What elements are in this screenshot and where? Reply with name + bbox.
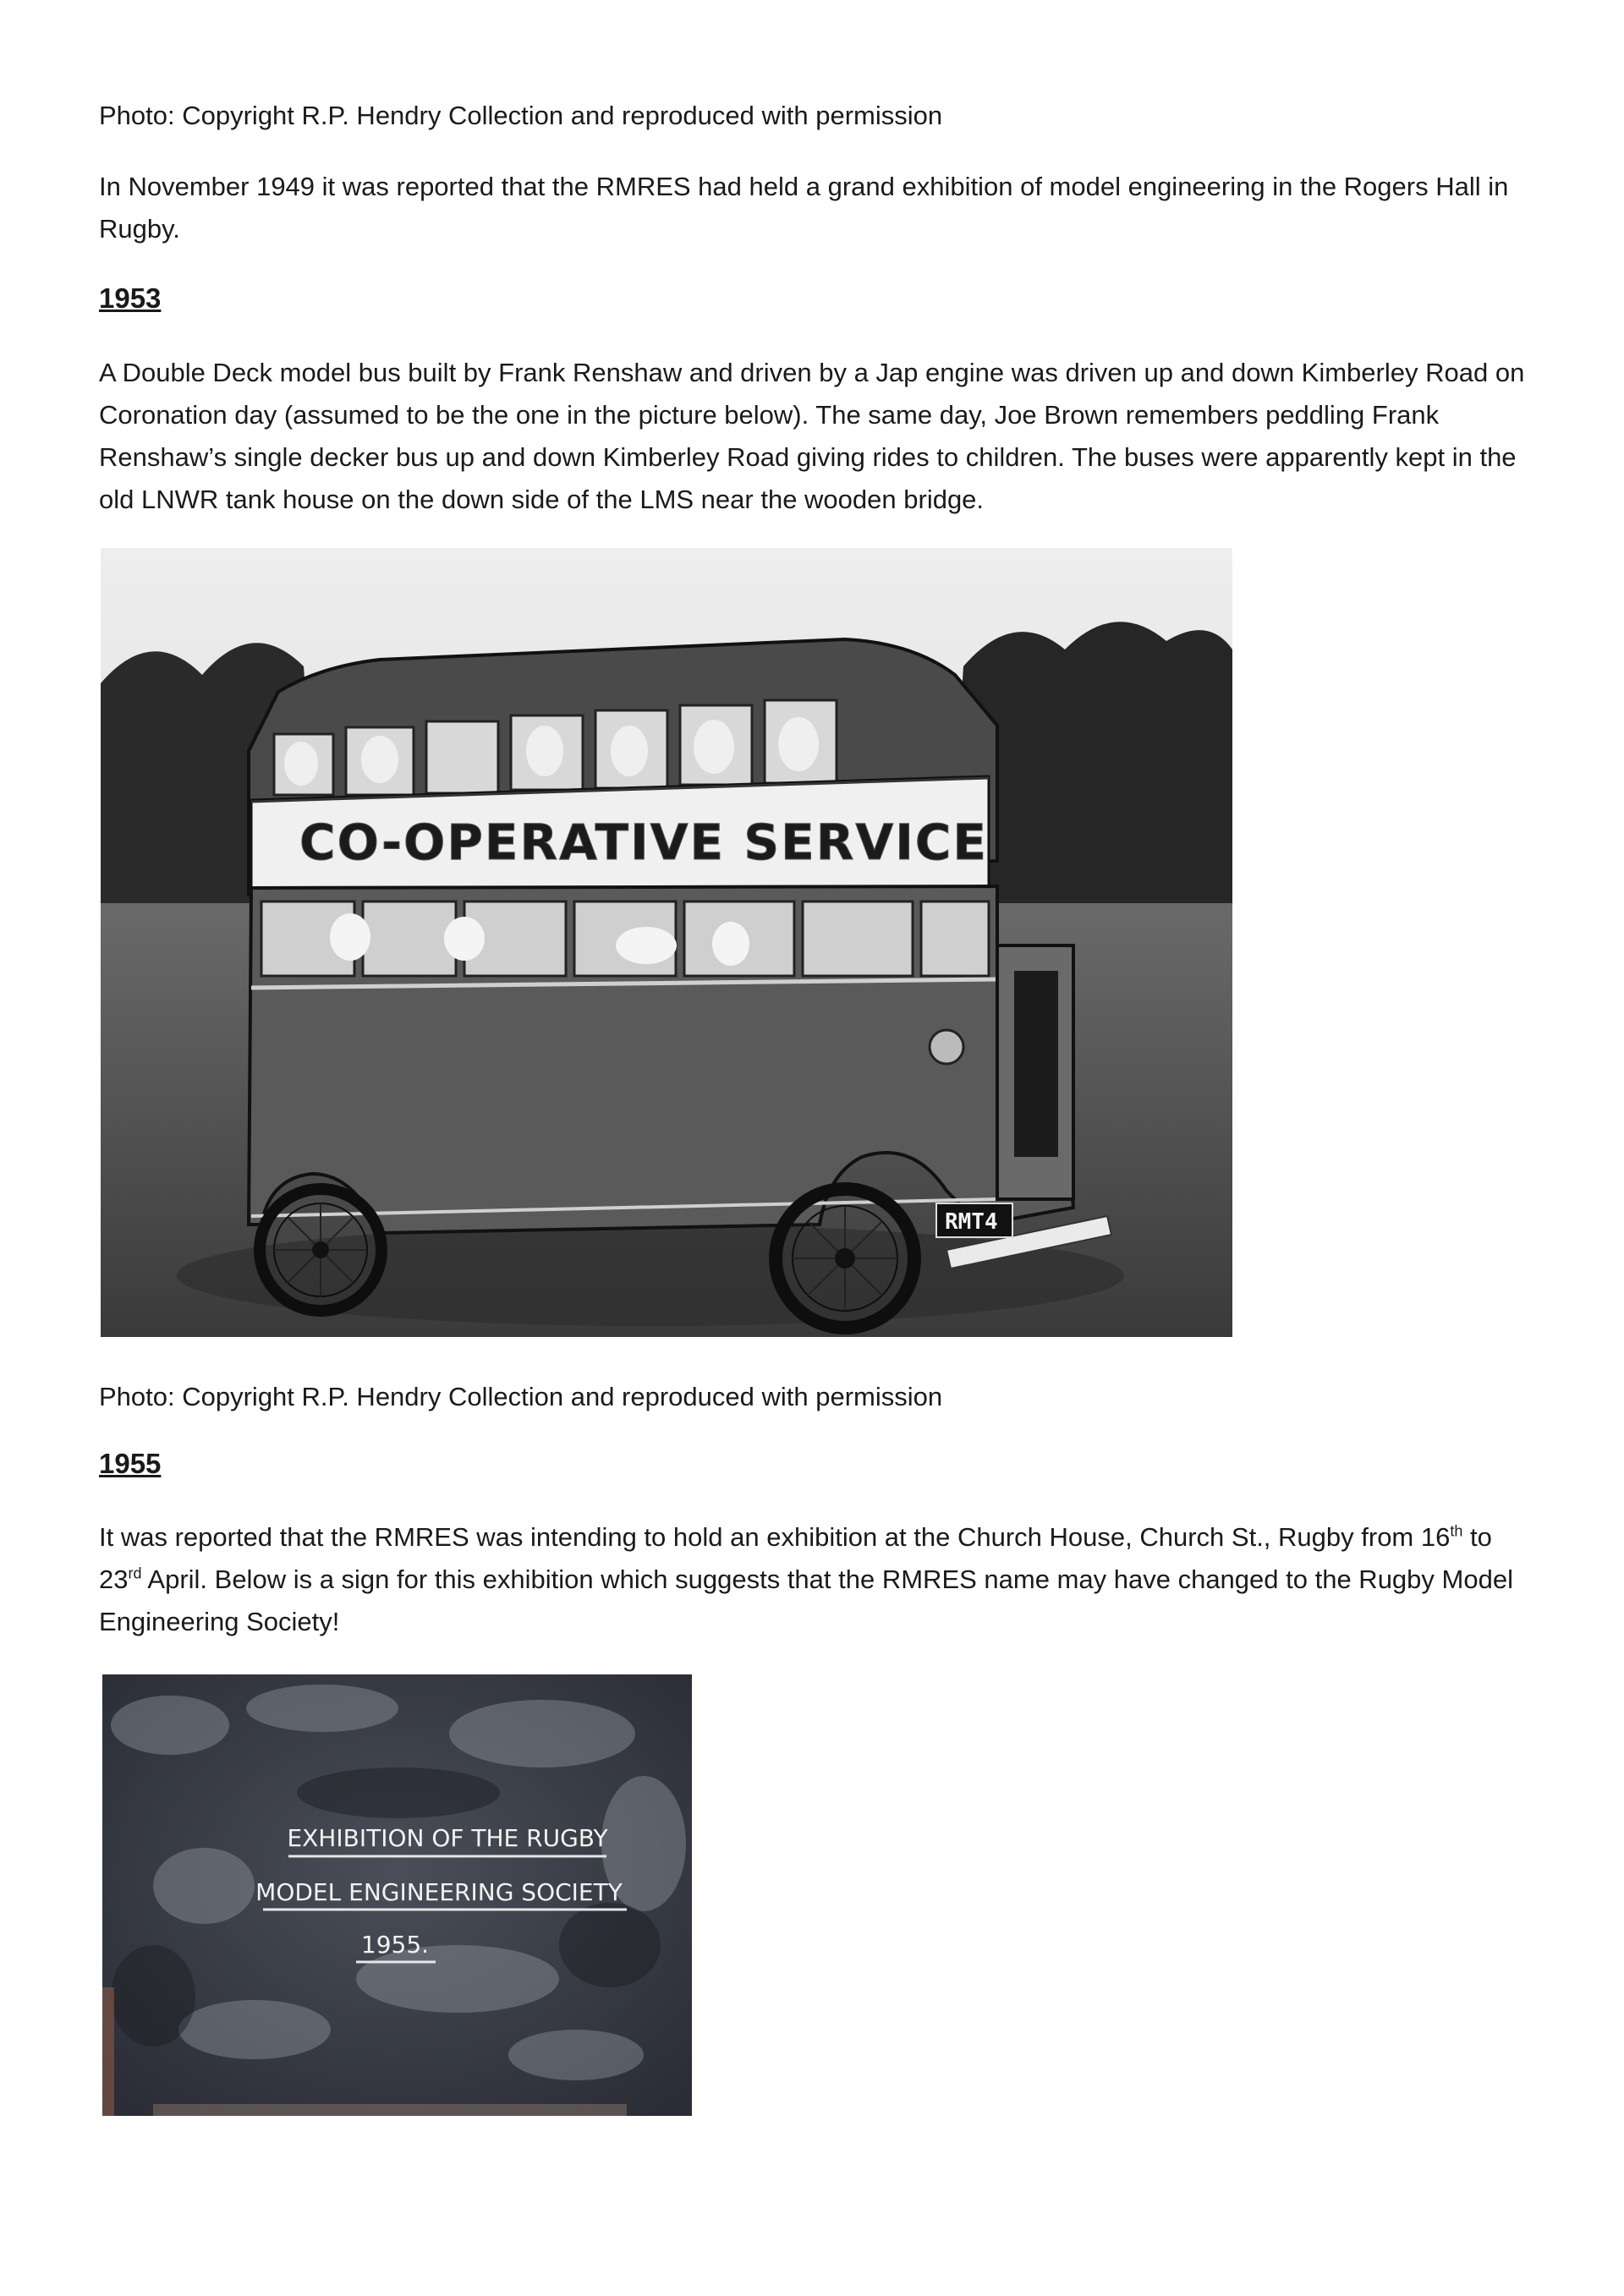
heading-1953: 1953: [99, 282, 162, 314]
bus-plate-text: RMT4: [945, 1209, 998, 1235]
paragraph-1953: A Double Deck model bus built by Frank Renshaw and driven by a Jap engine was driven up and down Kimberley Road on Coronation day (assumed to be the one in the picture below). The same day, Joe Brown remembers peddling Frank Renshaw’s single decker bus up and down Kimberley Road giving rides to children. The buses were apparently kept in the old LNWR tank house on the down side of the LMS near the wooden bridge.: [99, 358, 1525, 514]
sign-line-3: 1955.: [360, 1931, 430, 1959]
sign-line-2: MODEL ENGINEERING SOCIETY: [255, 1878, 623, 1906]
paragraph-1955: It was reported that the RMRES was intending to hold an exhibition at the Church House, Church St., Rugby from 16th to 23rd April. Below is a sign for this exhibition which suggests that the RMRES name may have changed to the Rugby Model Engineering Society!: [99, 1522, 1513, 1636]
photo-credit-bus: Photo: Copyright R.P. Hendry Collection and reproduced with permission: [99, 1382, 943, 1411]
exhibition-sign-photo: [102, 1674, 692, 2116]
heading-1955: 1955: [99, 1448, 162, 1479]
paragraph-1949: In November 1949 it was reported that the RMRES had held a grand exhibition of model engineering in the Rogers Hall in Rugby.: [99, 172, 1509, 244]
bus-photo: [101, 548, 1232, 1337]
photo-credit-top: Photo: Copyright R.P. Hendry Collection and reproduced with permission: [99, 101, 943, 130]
sign-line-1: EXHIBITION OF THE RUGBY: [287, 1824, 608, 1852]
bus-sign-text: CO-OPERATIVE SERVICE: [299, 814, 989, 871]
